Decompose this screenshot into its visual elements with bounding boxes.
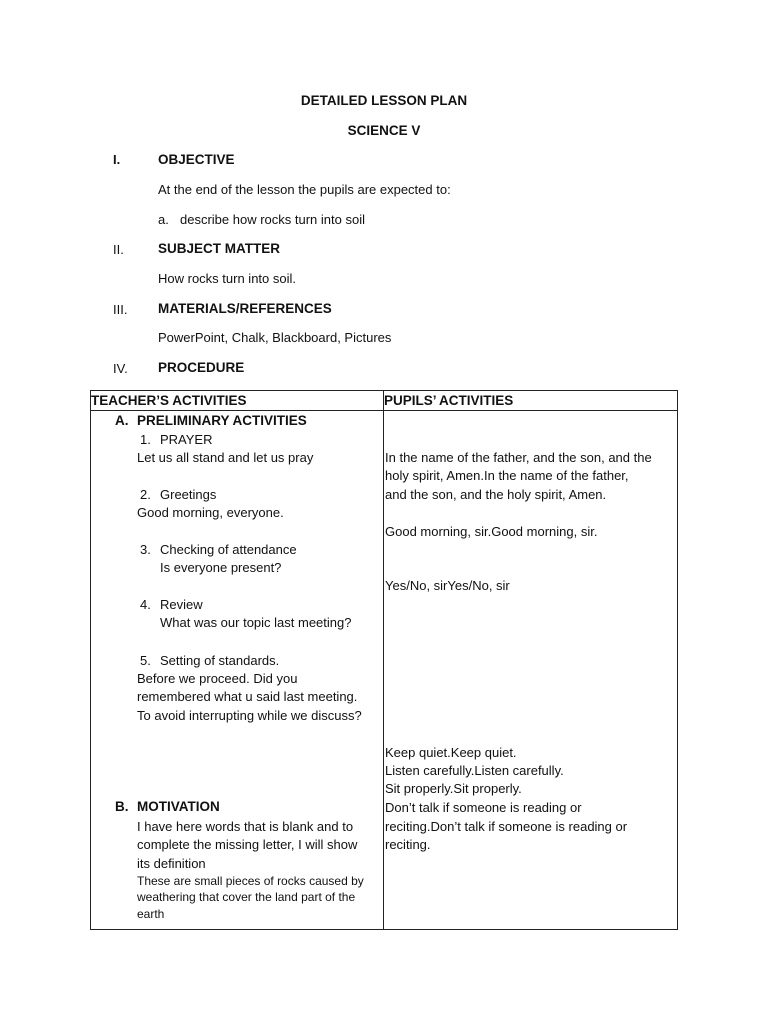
attendance-marker: 3. <box>140 542 151 557</box>
pupils-activities-cell <box>384 411 678 930</box>
materials-text: PowerPoint, Chalk, Blackboard, Pictures <box>158 330 392 345</box>
motivation-line: its definition <box>137 856 206 871</box>
section-title-objective: OBJECTIVE <box>158 152 235 167</box>
document-subtitle: SCIENCE V <box>347 123 421 138</box>
pupils-prayer-line: holy spirit, Amen.In the name of the father, <box>385 468 629 483</box>
document-title: DETAILED LESSON PLAN <box>300 93 468 108</box>
standards-line: Before we proceed. Did you <box>137 671 298 686</box>
section-title-procedure: PROCEDURE <box>158 360 245 375</box>
motivation-marker: B. <box>115 799 129 814</box>
section-number-subject-matter: II. <box>113 242 124 257</box>
subject-matter-text: How rocks turn into soil. <box>158 271 296 286</box>
motivation-line: I have here words that is blank and to <box>137 819 354 834</box>
objective-item-marker: a. <box>158 212 169 227</box>
pupils-standards-line: reciting.Don’t talk if someone is reading or <box>385 819 628 834</box>
pupils-attendance: Yes/No, sirYes/No, sir <box>385 578 510 593</box>
definition-line: These are small pieces of rocks caused by <box>137 874 364 888</box>
header-teachers-activities: TEACHER’S ACTIVITIES <box>91 391 384 411</box>
review-marker: 4. <box>140 597 151 612</box>
pupils-prayer-line: and the son, and the holy spirit, Amen. <box>385 487 607 502</box>
section-title-subject-matter: SUBJECT MATTER <box>158 241 281 256</box>
section-number-procedure: IV. <box>113 361 128 376</box>
section-title-materials: MATERIALS/REFERENCES <box>158 301 332 316</box>
objective-item-text: describe how rocks turn into soil <box>180 212 365 227</box>
motivation-line: complete the missing letter, I will show <box>137 837 358 852</box>
header-pupils-activities: PUPILS’ ACTIVITIES <box>384 391 678 411</box>
section-number-objective: I. <box>113 152 121 167</box>
section-number-materials: III. <box>113 302 128 317</box>
prayer-title: PRAYER <box>160 432 213 447</box>
pupils-greeting: Good morning, sir.Good morning, sir. <box>385 524 598 539</box>
definition-line: weathering that cover the land part of the <box>137 890 356 904</box>
pupils-standards-line: reciting. <box>385 837 431 852</box>
prayer-instruction: Let us all stand and let us pray <box>137 450 314 465</box>
review-title: Review <box>160 597 203 612</box>
preliminary-activities-marker: A. <box>115 413 129 428</box>
pupils-standards-line: Don’t talk if someone is reading or <box>385 800 582 815</box>
greetings-title: Greetings <box>160 487 217 502</box>
standards-title: Setting of standards. <box>160 653 280 668</box>
pupils-prayer-line: In the name of the father, and the son, and the <box>385 450 652 465</box>
attendance-title: Checking of attendance <box>160 542 297 557</box>
objective-item <box>158 212 365 227</box>
pupils-standards-line: Listen carefully.Listen carefully. <box>385 763 564 778</box>
standards-marker: 5. <box>140 653 151 668</box>
preliminary-activities-title: PRELIMINARY ACTIVITIES <box>137 413 307 428</box>
greetings-line: Good morning, everyone. <box>137 505 284 520</box>
attendance-question: Is everyone present? <box>160 560 282 575</box>
procedure-table <box>90 390 678 930</box>
table-header-row <box>91 391 678 411</box>
table-row <box>91 411 678 930</box>
objective-intro: At the end of the lesson the pupils are expected to: <box>158 182 451 197</box>
pupils-standards-line: Keep quiet.Keep quiet. <box>385 745 517 760</box>
review-question: What was our topic last meeting? <box>160 615 352 630</box>
standards-line: remembered what u said last meeting. <box>137 689 358 704</box>
definition-line: earth <box>137 907 165 921</box>
teacher-activities-cell <box>91 411 384 930</box>
pupils-standards-line: Sit properly.Sit properly. <box>385 781 522 796</box>
prayer-marker: 1. <box>140 432 151 447</box>
greetings-marker: 2. <box>140 487 151 502</box>
standards-line: To avoid interrupting while we discuss? <box>137 708 362 723</box>
motivation-title: MOTIVATION <box>137 799 220 814</box>
